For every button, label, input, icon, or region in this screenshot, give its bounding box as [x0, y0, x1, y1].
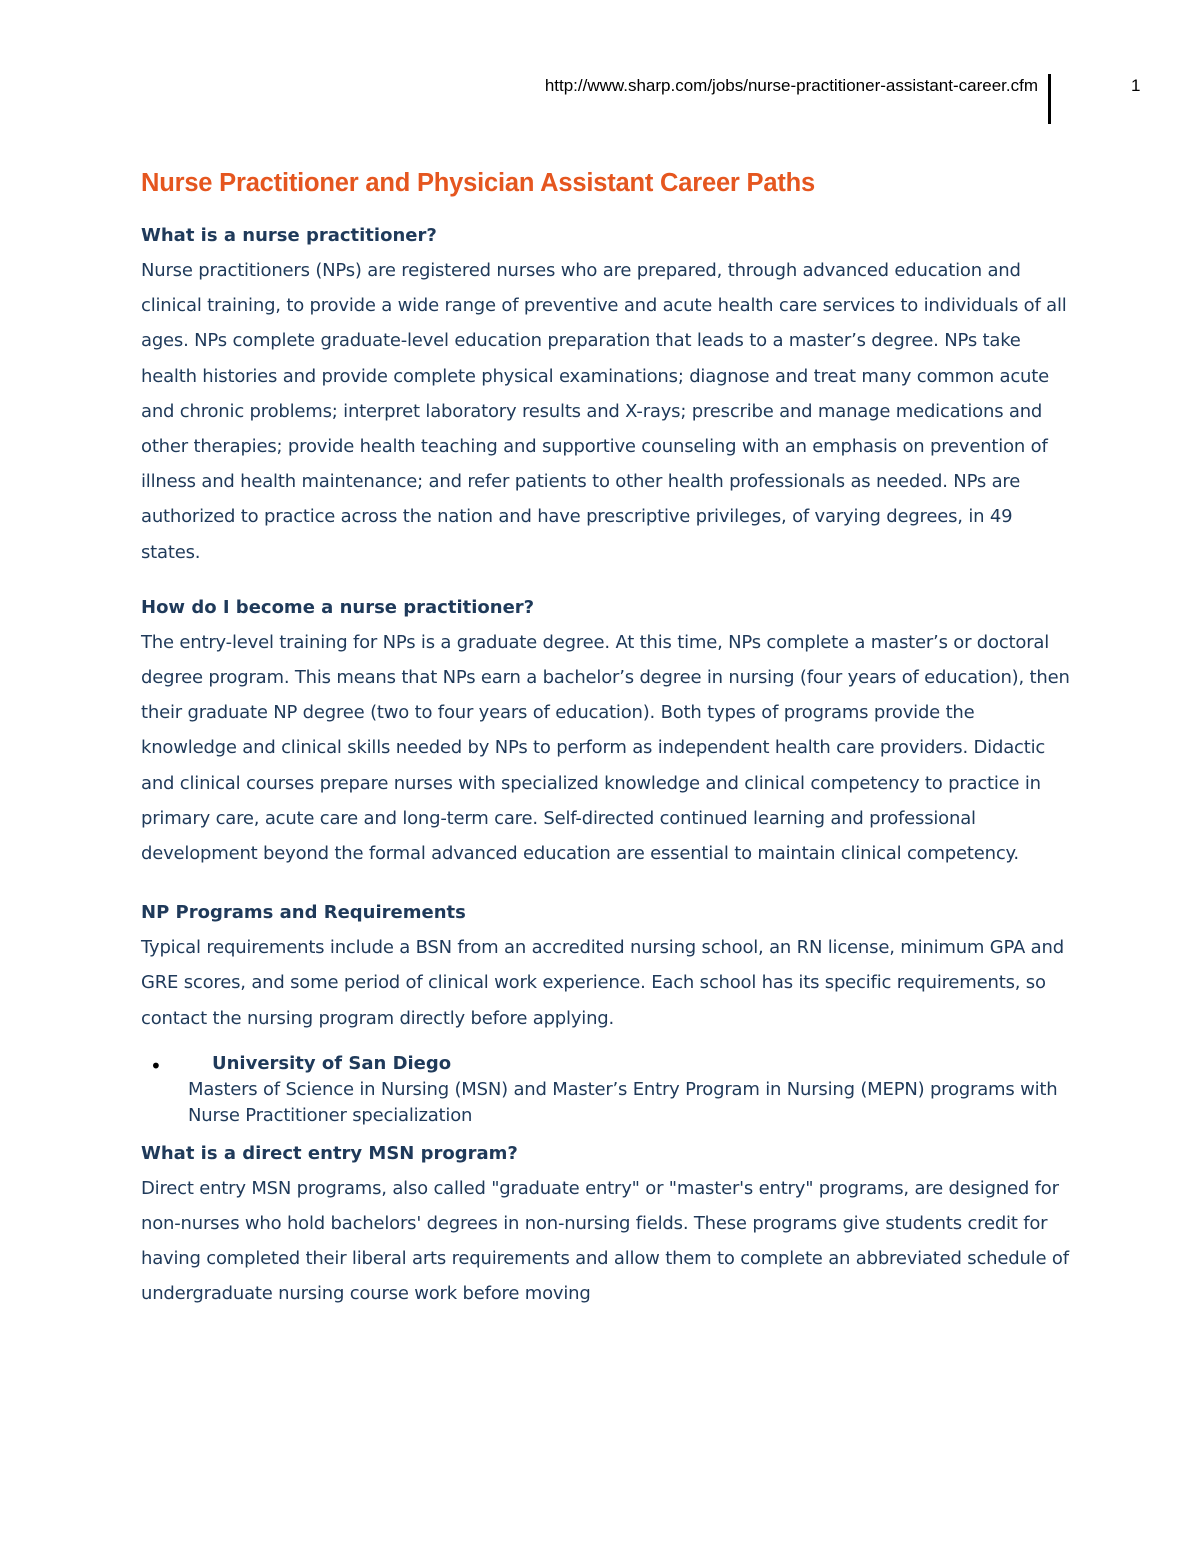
list-item	[141, 1051, 1071, 1136]
school-name: University of San Diego	[212, 1052, 452, 1074]
section-heading: How do I become a nurse practitioner?	[141, 596, 535, 618]
header-divider	[1048, 74, 1051, 124]
section-heading: What is a direct entry MSN program?	[141, 1142, 518, 1164]
document-body	[141, 166, 1071, 1312]
page-number: 1	[1131, 76, 1141, 95]
section-paragraph: Direct entry MSN programs, also called "graduate entry" or "master's entry" programs, are designed for non-nurses who hold bachelors' degrees in non-nursing fields. These programs give students credit for having completed their liberal arts requirements and allow them to complete an abbreviated schedule of undergraduate nursing course work before moving	[141, 1177, 1069, 1305]
document-title: Nurse Practitioner and Physician Assistant Career Paths	[141, 169, 815, 197]
school-list	[141, 1051, 1071, 1136]
page-header	[0, 74, 1200, 126]
section-heading: NP Programs and Requirements	[141, 902, 466, 924]
section-paragraph: Nurse practitioners (NPs) are registered nurses who are prepared, through advanced education and clinical training, to provide a wide range of preventive and acute health care services to individuals of all ages. NPs complete graduate-level education preparation that leads to a master’s degree. NPs take health histories and provide complete physical examinations; diagnose and treat many common acute and chronic problems; interpret laboratory results and X-rays; prescribe and manage medications and other therapies; provide health teaching and supportive counseling with an emphasis on prevention of illness and health maintenance; and refer patients to other health professionals as needed. NPs are authorized to practice across the nation and have prescriptive privileges, of varying degrees, in 49 states.	[141, 260, 1067, 563]
section-paragraph: The entry-level training for NPs is a graduate degree. At this time, NPs complete a master’s or doctoral degree program. This means that NPs earn a bachelor’s degree in nursing (four years of education), then their graduate NP degree (two to four years of education). Both types of programs provide the knowledge and clinical skills needed by NPs to perform as independent health care providers. Didactic and clinical courses prepare nurses with specialized knowledge and clinical competency to practice in primary care, acute care and long-term care. Self-directed continued learning and professional development beyond the formal advanced education are essential to maintain clinical competency.	[141, 631, 1070, 865]
section-direct-entry-msn	[141, 1136, 1071, 1312]
section-heading: What is a nurse practitioner?	[141, 225, 437, 246]
school-description: Masters of Science in Nursing (MSN) and Master’s Entry Program in Nursing (MEPN) programs with Nurse Practitioner specialization	[188, 1078, 1058, 1127]
bullet-icon: •	[150, 1053, 162, 1078]
section-paragraph: Typical requirements include a BSN from an accredited nursing school, an RN license, minimum GPA and GRE scores, and some period of clinical work experience. Each school has its specific requirements, so contact the nursing program directly before applying.	[141, 937, 1064, 1029]
section-np-programs	[141, 895, 1071, 1136]
header-url: http://www.sharp.com/jobs/nurse-practitioner-assistant-career.cfm	[544, 76, 1038, 95]
section-how-become-np	[141, 590, 1071, 871]
section-what-is-np	[141, 218, 1071, 570]
